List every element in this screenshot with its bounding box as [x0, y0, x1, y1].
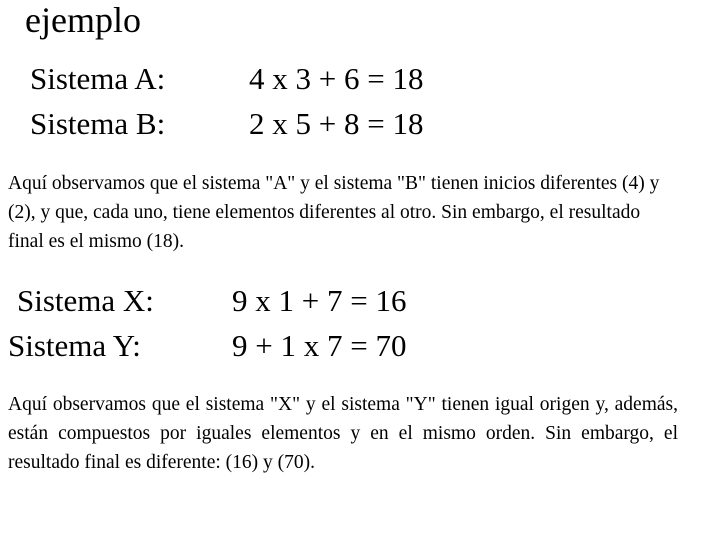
system-a-equation: 4 x 3 + 6 = 18 [249, 61, 424, 96]
page-title: ejemplo [25, 0, 141, 40]
system-y-label: Sistema Y: [8, 328, 141, 363]
system-y-equation: 9 + 1 x 7 = 70 [232, 328, 407, 363]
system-a-label: Sistema A: [30, 61, 166, 96]
explanation-paragraph-1: Aquí observamos que el sistema "A" y el sistema "B" tienen inicios diferentes (4) y (2), y que, cada uno, tiene elementos diferentes al otro. Sin embargo, el resultado final es el mismo (18). [8, 173, 660, 252]
explanation-paragraph-2: Aquí observamos que el sistema "X" y el sistema "Y" tienen igual origen y, además, están compuestos por iguales elementos y en el mismo orden. Sin embargo, el resultado final es diferente: (16) y (70). [8, 394, 678, 473]
system-b-label: Sistema B: [30, 106, 166, 141]
system-x-label: Sistema X: [17, 283, 154, 318]
system-x-equation: 9 x 1 + 7 = 16 [232, 283, 407, 318]
system-b-equation: 2 x 5 + 8 = 18 [249, 106, 424, 141]
